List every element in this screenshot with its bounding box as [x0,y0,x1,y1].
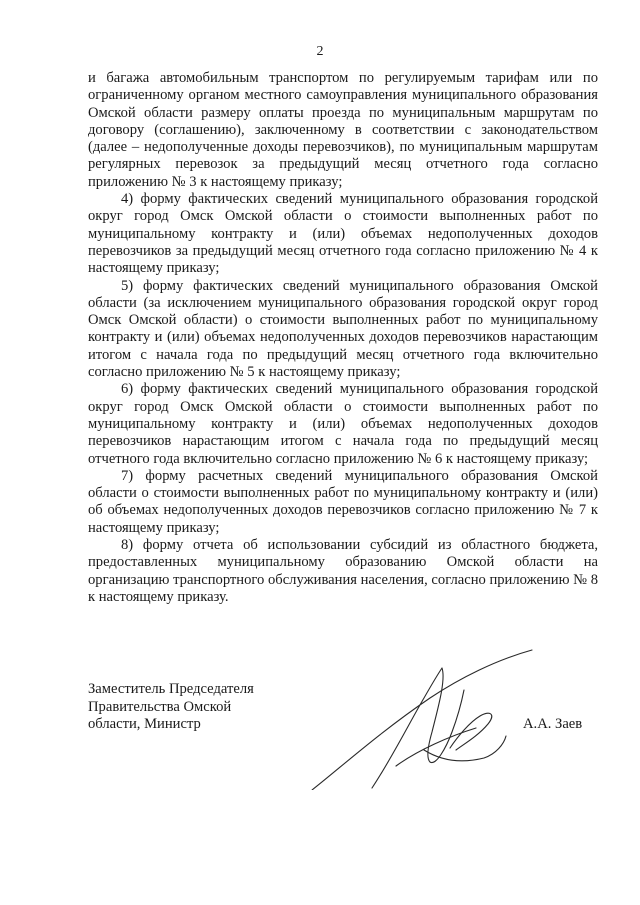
paragraph-continuation: и багажа автомобильным транспортом по регулируемым тарифам или по ограниченному органом местного самоуправления муниципального образования Омской области размеру оплаты проезда по муниципальным маршрутам по договору (соглашению), заключенному в соответствии с законодательством (далее – недополученные доходы перевозчиков), по муниципальным маршрутам регулярных перевозок за предыдущий месяц отчетного года согласно приложению № 3 к настоящему приказу; [88,70,598,190]
signatory-position-line: Заместитель Председателя [88,681,254,697]
document-body [88,70,598,606]
page-number: 2 [316,44,324,59]
paragraph-item-7: 7) форму расчетных сведений муниципального образования Омской области о стоимости выполненных работ по муниципальному контракту и (или) об объемах недополученных доходов перевозчиков согласно приложению № 7 к настоящему приказу; [88,467,598,536]
handwritten-signature [300,640,540,790]
paragraph-item-8: 8) форму отчета об использовании субсидий из областного бюджета, предоставленных муниципальному образованию Омской области на организацию транспортного обслуживания населения, согласно приложению № 8 к настоящему приказу. [88,537,598,605]
signatory-position-line: Правительства Омской [88,698,232,715]
signatory-name: А.А. Заев [523,716,583,732]
signatory-position [88,681,254,734]
paragraph-item-5: 5) форму фактических сведений муниципального образования Омской области (за исключением муниципального образования городской округ город Омск Омской области) о стоимости выполненных работ по муниципальному контракту и (или) объемах недополученных доходов перевозчиков нарастающим итогом с начала года по предыдущий месяц отчетного года включительно согласно приложению № 5 к настоящему приказу; [88,277,598,381]
paragraph-item-4: 4) форму фактических сведений муниципального образования городской округ город Омск Омской области о стоимости выполненных работ по муниципальному контракту и (или) объемах недополученных доходов перевозчиков за предыдущий месяц отчетного года согласно приложению № 4 к настоящему приказу; [88,191,598,277]
signatory-position-line: области, Министр [88,716,201,732]
paragraph-item-6: 6) форму фактических сведений муниципального образования городской округ город Омск Омской области о стоимости выполненных работ по муниципальному контракту и (или) объемах недополученных доходов перевозчиков нарастающим итогом с начала года по предыдущий месяц отчетного года включительно согласно приложению № 6 к настоящему приказу; [88,381,598,467]
